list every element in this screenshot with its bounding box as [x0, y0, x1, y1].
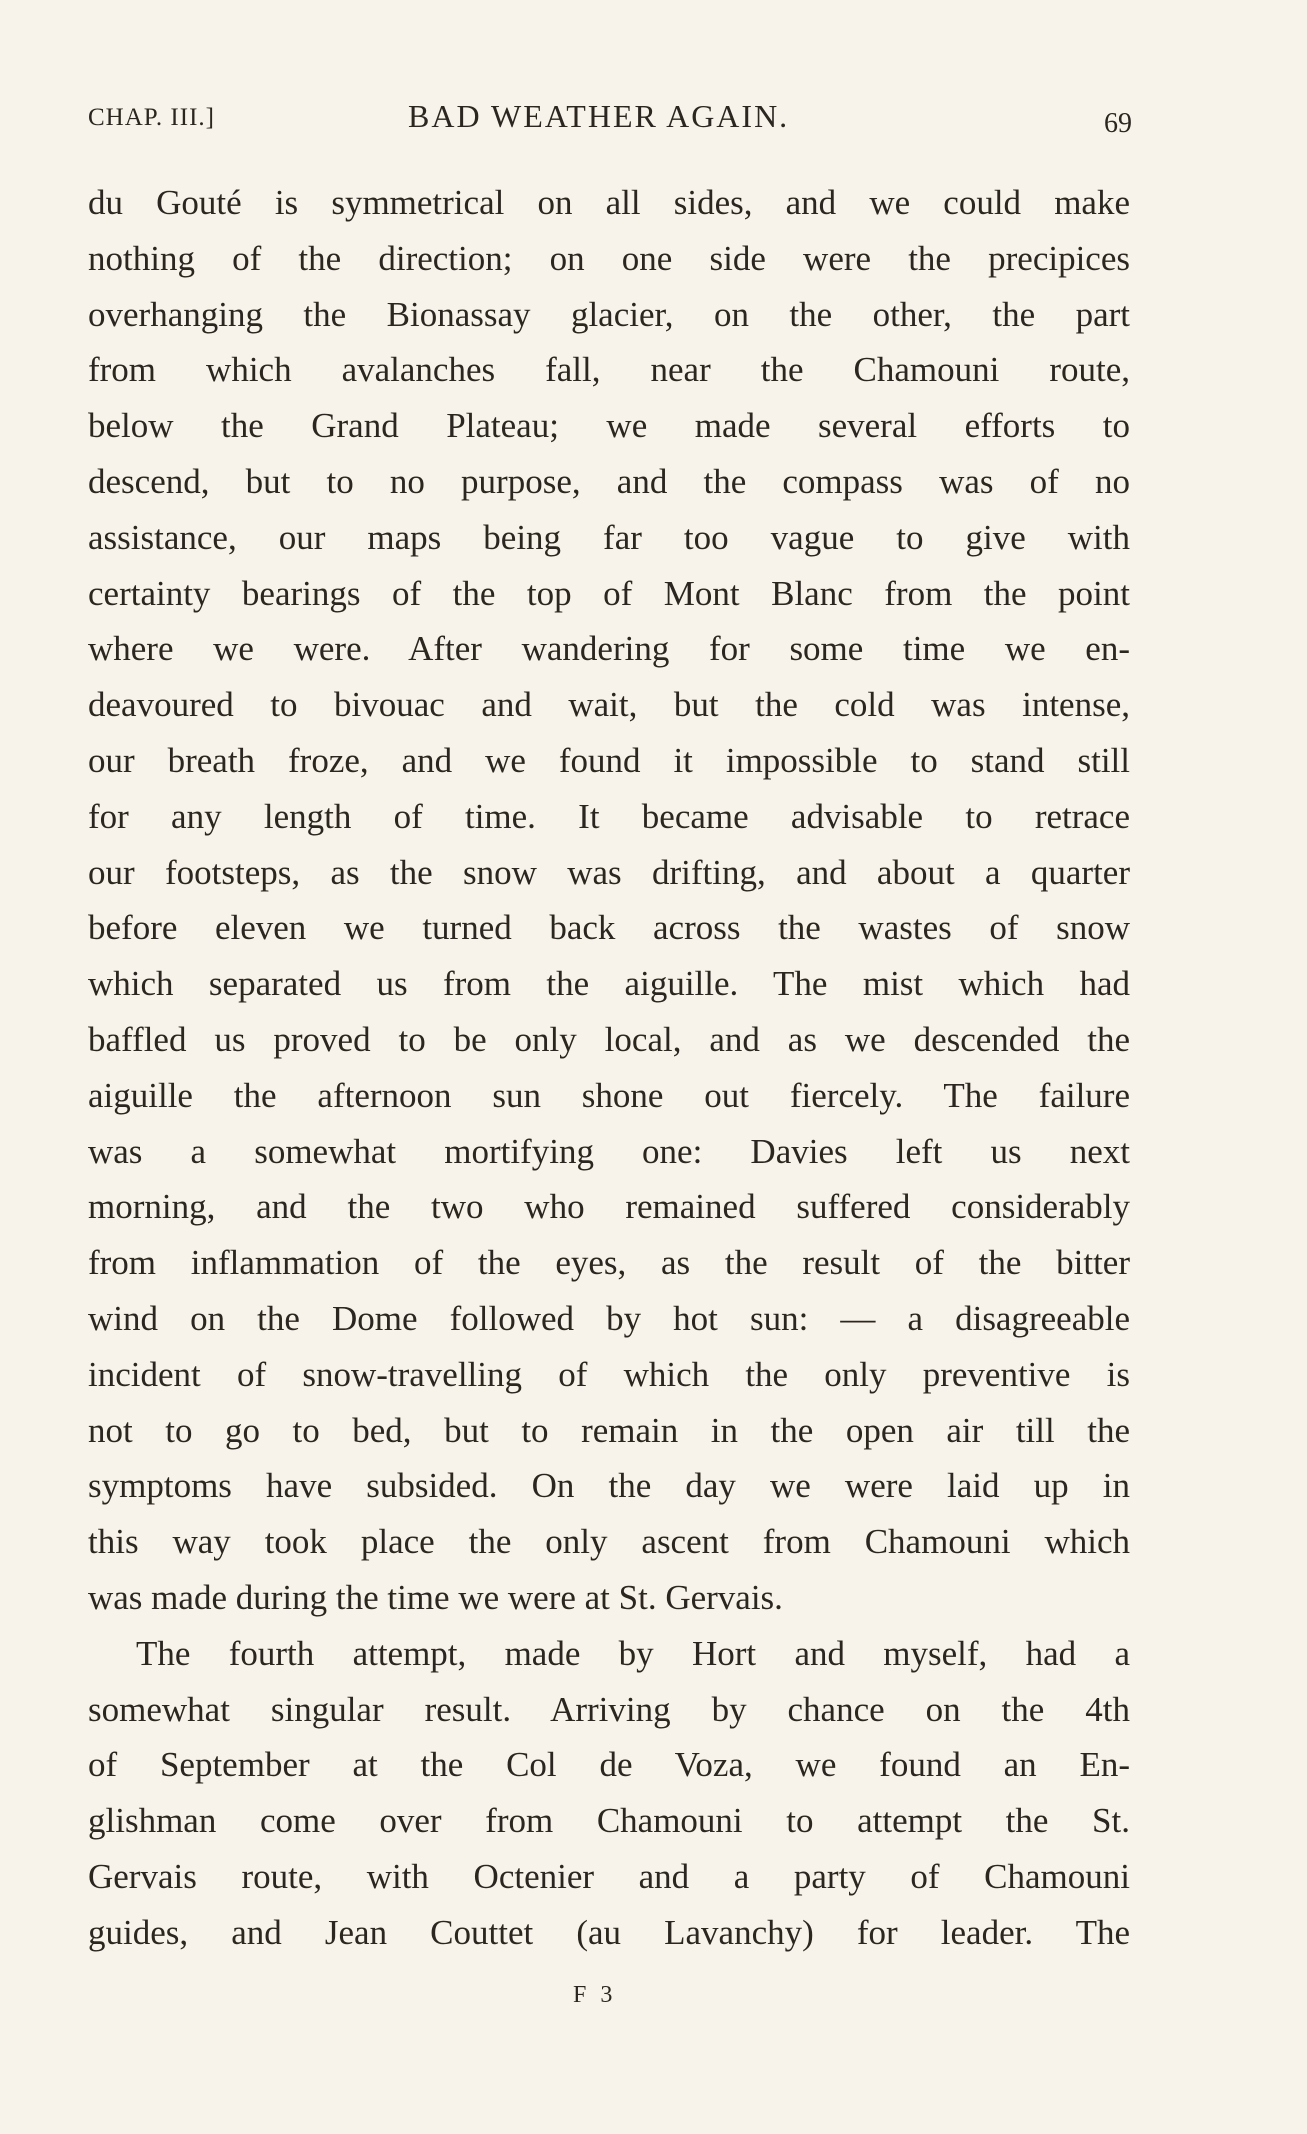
text-line: deavoured to bivouac and wait, but the cold was intense, — [88, 685, 1130, 725]
text-line: was made during the time we were at St. Gervais. — [88, 1577, 783, 1617]
text-line: baffled us proved to be only local, and as we descended the — [88, 1019, 1130, 1059]
text-line: wind on the Dome followed by hot sun: — a disagreeable — [88, 1298, 1130, 1338]
text-line: glishman come over from Chamouni to attempt the St. — [88, 1801, 1130, 1841]
text-line: which separated us from the aiguille. The mist which had — [88, 964, 1130, 1004]
page-number: 69 — [1104, 108, 1132, 139]
text-line: du Gouté is symmetrical on all sides, and we could make — [88, 183, 1130, 222]
running-title: BAD WEATHER AGAIN. — [408, 98, 790, 134]
running-head — [88, 98, 1130, 138]
text-line: of September at the Col de Voza, we found an En- — [88, 1745, 1130, 1785]
text-line: certainty bearings of the top of Mont Blanc from the point — [88, 573, 1130, 613]
text-line: from which avalanches fall, near the Chamouni route, — [88, 350, 1130, 390]
text-line: descend, but to no purpose, and the compass was of no — [88, 461, 1130, 501]
text-line: guides, and Jean Couttet (au Lavanchy) for leader. The — [88, 1912, 1130, 1952]
text-line: overhanging the Bionassay glacier, on the other, the part — [88, 294, 1130, 334]
text-line: morning, and the two who remained suffered considerably — [88, 1187, 1130, 1227]
text-line: was a somewhat mortifying one: Davies left us next — [88, 1131, 1130, 1171]
text-line: not to go to bed, but to remain in the open air till the — [88, 1410, 1130, 1450]
text-line: incident of snow-travelling of which the only preventive is — [88, 1354, 1130, 1394]
signature-mark: F 3 — [573, 1982, 617, 2008]
body-text — [88, 175, 1130, 1961]
chapter-label: CHAP. III.] — [88, 104, 215, 131]
text-line: where we were. After wandering for some time we en- — [88, 629, 1130, 669]
text-line: Gervais route, with Octenier and a party of Chamouni — [88, 1856, 1130, 1896]
text-line: nothing of the direction; on one side were the precipices — [88, 238, 1130, 278]
text-line: from inflammation of the eyes, as the result of the bitter — [88, 1243, 1130, 1283]
text-line: our footsteps, as the snow was drifting, and about a quarter — [88, 852, 1130, 892]
text-line: our breath froze, and we found it impossible to stand still — [88, 740, 1130, 780]
text-line: below the Grand Plateau; we made several efforts to — [88, 406, 1130, 446]
text-line: this way took place the only ascent from Chamouni which — [88, 1522, 1130, 1562]
text-line: symptoms have subsided. On the day we were laid up in — [88, 1466, 1130, 1506]
text-line: assistance, our maps being far too vague to give with — [88, 517, 1130, 557]
text-line: before eleven we turned back across the wastes of snow — [88, 908, 1130, 948]
text-line: aiguille the afternoon sun shone out fiercely. The failure — [88, 1075, 1130, 1115]
text-line: for any length of time. It became advisable to retrace — [88, 796, 1130, 836]
paragraph-start-line: The fourth attempt, made by Hort and myself, had a — [136, 1633, 1130, 1673]
text-line: somewhat singular result. Arriving by chance on the 4th — [88, 1689, 1130, 1729]
